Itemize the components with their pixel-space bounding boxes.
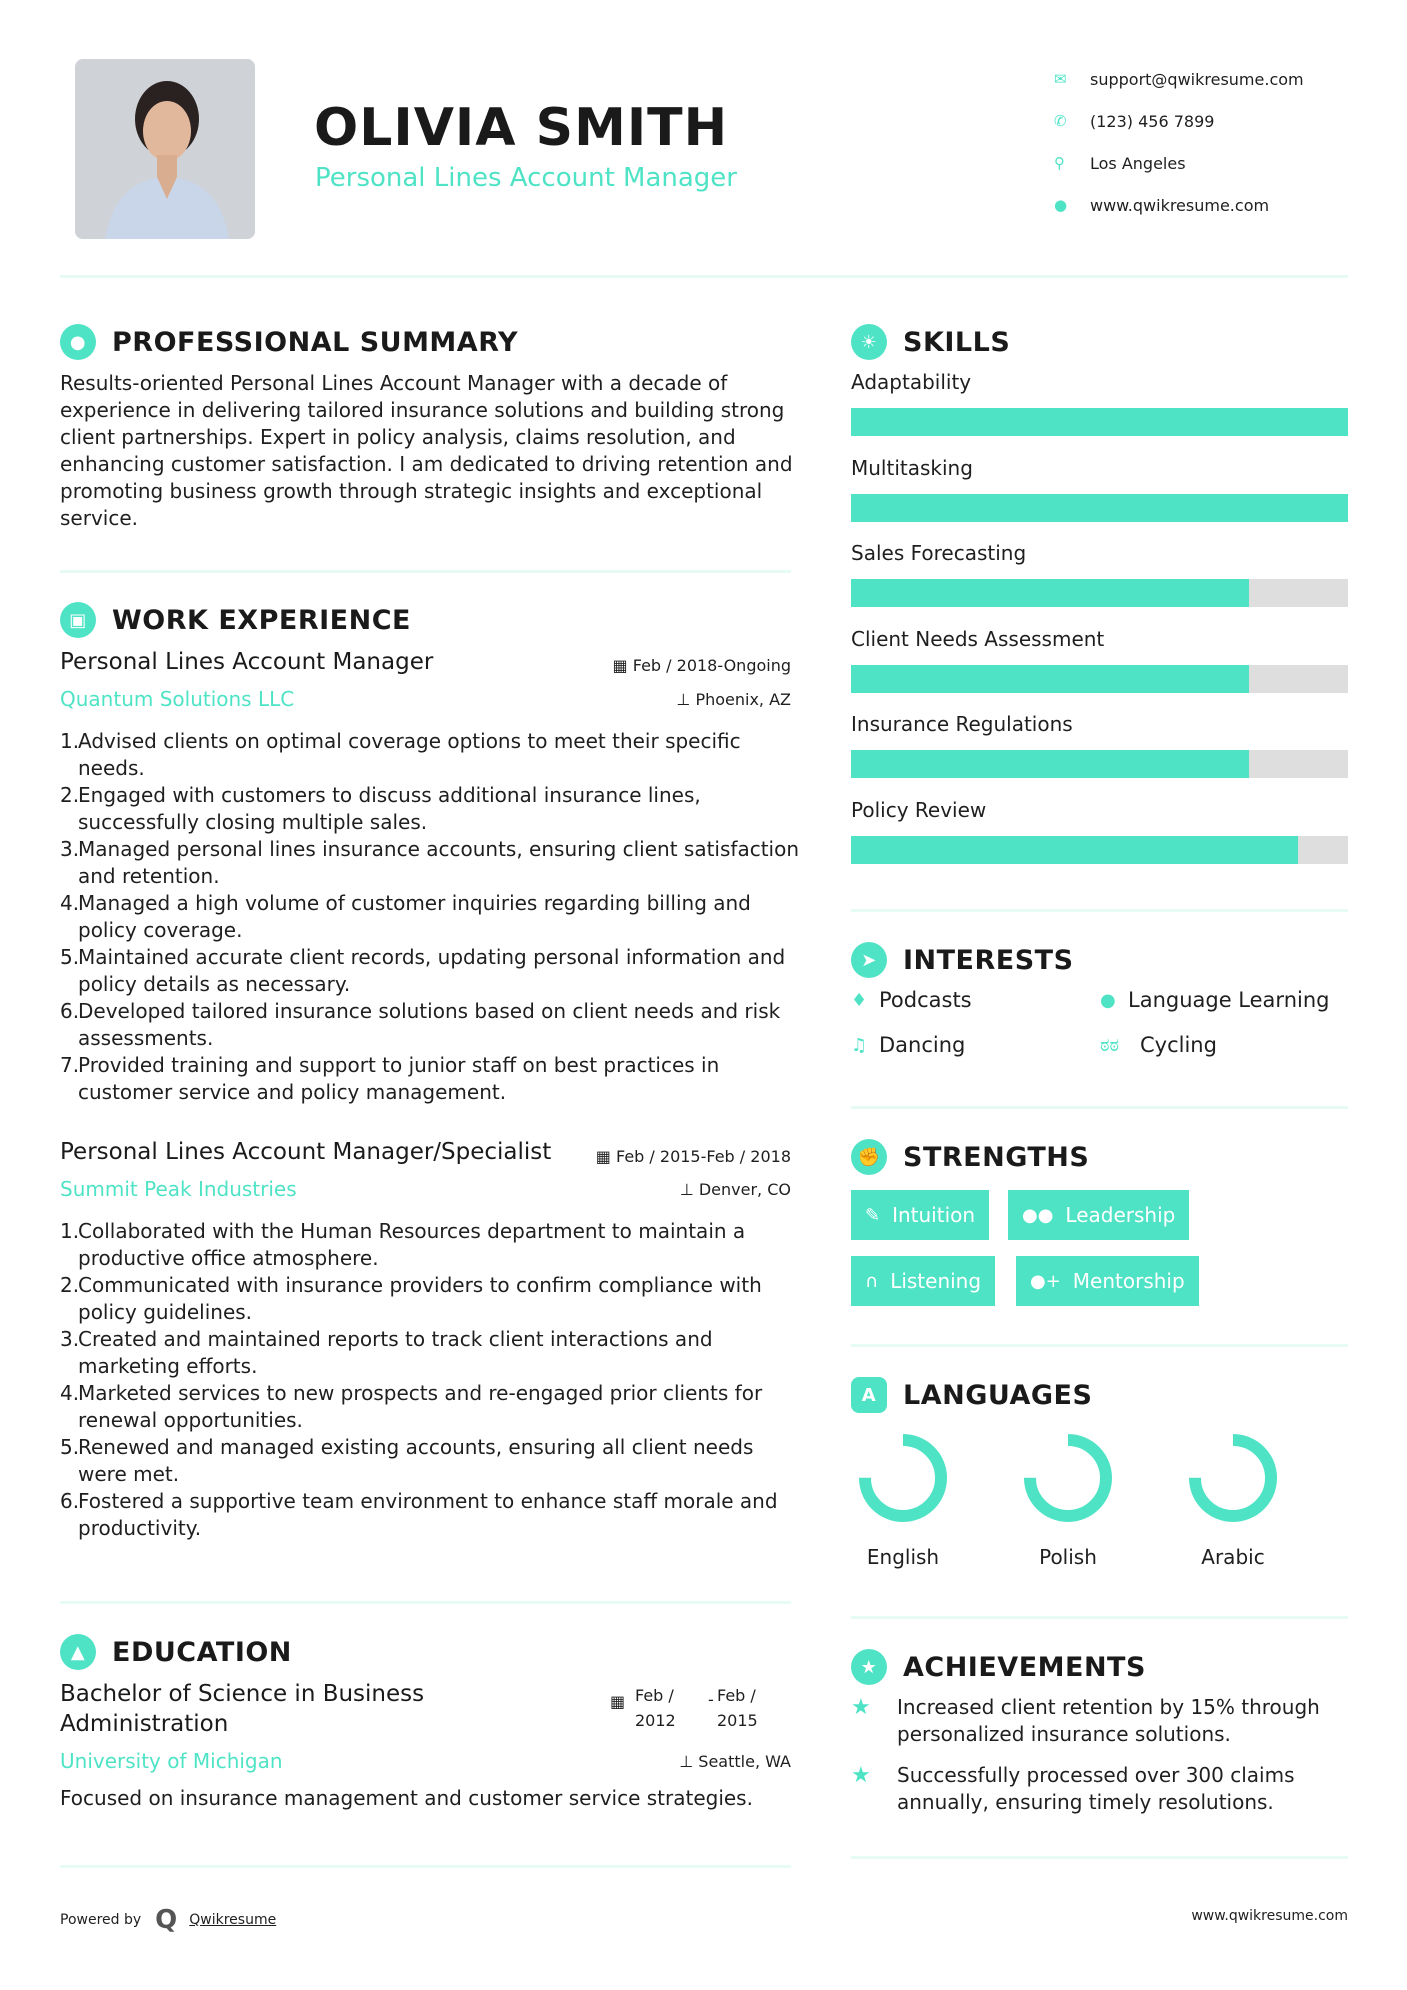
education-date-dash: -: [708, 1690, 714, 1709]
lightbulb-icon: ☀: [851, 324, 887, 360]
language-ring-arc: [1195, 1440, 1271, 1516]
profile-photo: [75, 59, 255, 239]
language-ring: [1018, 1428, 1118, 1528]
education-location-text: Seattle, WA: [698, 1752, 791, 1771]
language-item: [843, 1428, 963, 1569]
languages-heading-text: LANGUAGES: [903, 1379, 1093, 1411]
list-item: 3. Created and maintained reports to track client interactions and marketing efforts.: [60, 1327, 713, 1378]
experience-divider: [60, 1601, 791, 1604]
job-2-location-text: Denver, CO: [698, 1180, 791, 1199]
globe-icon: ●: [1100, 989, 1116, 1011]
job-1-company: Quantum Solutions LLC: [60, 687, 295, 711]
achievement-line-2: personalized insurance solutions.: [897, 1722, 1231, 1746]
education-description: Focused on insurance management and customer service strategies.: [60, 1786, 753, 1810]
strengths-heading: [851, 1139, 1089, 1175]
briefcase-icon: ▣: [60, 602, 96, 638]
skill-bar: [851, 494, 1348, 522]
star-icon: ★: [851, 1649, 887, 1685]
skill-bar-fill: [851, 750, 1249, 778]
interest-podcasts: [851, 988, 972, 1012]
candidate-title: Personal Lines Account Manager: [315, 163, 737, 193]
education-end-month: Feb /: [717, 1686, 756, 1705]
skill-bar: [851, 750, 1348, 778]
calendar-icon: ▦: [595, 1147, 616, 1166]
education-heading-text: EDUCATION: [112, 1636, 292, 1668]
education-location: [560, 1752, 791, 1771]
language-item: [1008, 1428, 1128, 1569]
language-ring: [853, 1428, 953, 1528]
calendar-icon: ▦: [612, 656, 633, 675]
job-2-dates-text: Feb / 2015-Feb / 2018: [616, 1147, 791, 1166]
skill-bar-fill: [851, 665, 1249, 693]
job-1-title: Personal Lines Account Manager: [60, 649, 434, 675]
list-item: 5. Renewed and managed existing accounts, ensuring all client needs were met.: [60, 1435, 754, 1486]
phone-icon: ✆: [1054, 112, 1067, 130]
contact-website[interactable]: [1054, 184, 1354, 226]
achievements-heading-text: ACHIEVEMENTS: [903, 1651, 1146, 1683]
list-item: 7. Provided training and support to junior staff on best practices in customer service and policy management.: [60, 1053, 720, 1104]
achievement-line-1: Successfully processed over 300 claims: [897, 1763, 1295, 1787]
list-item: 6. Developed tailored insurance solutions based on client needs and risk assessments.: [60, 999, 781, 1050]
mail-icon: ✉: [1054, 70, 1067, 88]
contact-email-text: support@qwikresume.com: [1090, 69, 1304, 89]
achievement-item: [851, 1694, 1348, 1748]
language-icon: A: [851, 1377, 887, 1413]
skill-label: Sales Forecasting: [851, 541, 1027, 565]
star-icon: ★: [851, 1695, 871, 1720]
experience-heading: [60, 602, 411, 638]
languages-heading: [851, 1377, 1092, 1413]
interest-label: Cycling: [1140, 1033, 1217, 1057]
education-start-month: Feb /: [635, 1686, 674, 1705]
language-ring-arc: [865, 1440, 941, 1516]
strength-intuition: [851, 1190, 989, 1240]
strength-label: Intuition: [892, 1203, 976, 1227]
summary-heading: [60, 324, 518, 360]
skills-divider: [851, 909, 1348, 912]
education-end-date: [717, 1683, 758, 1733]
contact-location-text: Los Angeles: [1090, 153, 1186, 173]
bicycle-icon: ಠಠ: [1100, 1034, 1120, 1056]
header-divider: [60, 275, 1348, 278]
job-2-location: [560, 1180, 791, 1199]
education-divider: [60, 1865, 791, 1868]
skill-bar-fill: [851, 579, 1249, 607]
job-1-location-text: Phoenix, AZ: [695, 690, 791, 709]
candidate-name: OLIVIA SMITH: [314, 98, 729, 158]
language-item: [1173, 1428, 1293, 1569]
strength-label: Mentorship: [1072, 1269, 1185, 1293]
job-2-title: Personal Lines Account Manager/Specialist: [60, 1139, 552, 1165]
contact-email[interactable]: [1054, 58, 1354, 100]
achievements-heading: [851, 1649, 1146, 1685]
contact-website-text: www.qwikresume.com: [1090, 195, 1270, 215]
interests-divider: [851, 1106, 1348, 1109]
summary-text: Results-oriented Personal Lines Account Manager with a decade of experience in delivering tailored insurance solutions and building strong client partnerships. Expert in policy analysis, claims resolution, and enhancing customer satisfaction. I am dedicated to driving retention and promoting business growth through strategic insights and exceptional service.: [60, 371, 793, 530]
strengths-heading-text: STRENGTHS: [903, 1141, 1090, 1173]
job-2-company: Summit Peak Industries: [60, 1177, 297, 1201]
achievement-item: [851, 1762, 1348, 1816]
list-item: 6. Fostered a supportive team environment to enhance staff morale and productivity.: [60, 1489, 778, 1540]
magic-wand-icon: ✎: [865, 1204, 881, 1226]
summary-heading-text: PROFESSIONAL SUMMARY: [112, 326, 519, 358]
language-ring: [1183, 1428, 1283, 1528]
skill-label: Client Needs Assessment: [851, 627, 1105, 651]
education-end-year: 2015: [717, 1711, 758, 1730]
strengths-divider: [851, 1344, 1348, 1347]
interest-language-learning: [1100, 988, 1329, 1012]
location-pin-icon: ⚲: [1054, 154, 1065, 172]
footer-url[interactable]: www.qwikresume.com: [1191, 1908, 1348, 1924]
pushpin-icon: ⊥: [679, 1752, 699, 1771]
language-label: Arabic: [1201, 1545, 1265, 1569]
education-heading: [60, 1634, 292, 1670]
degree-line-1: Bachelor of Science in Business: [60, 1681, 425, 1707]
strength-label: Leadership: [1065, 1203, 1176, 1227]
footer-brand-link[interactable]: Qwikresume: [189, 1912, 277, 1928]
skills-heading: [851, 324, 1010, 360]
degree-line-2: Administration: [60, 1711, 229, 1737]
music-note-icon: ♫: [851, 1034, 868, 1056]
skill-bar: [851, 408, 1348, 436]
school-name: University of Michigan: [60, 1749, 283, 1773]
job-1-location: [560, 690, 791, 709]
users-icon: ●●: [1022, 1204, 1054, 1226]
user-plus-icon: ●+: [1030, 1270, 1061, 1292]
language-ring-arc: [1030, 1440, 1106, 1516]
interests-heading-text: INTERESTS: [903, 944, 1074, 976]
skill-bar-fill: [851, 836, 1298, 864]
skill-label: Adaptability: [851, 370, 972, 394]
strength-label: Listening: [890, 1269, 982, 1293]
strength-leadership: [1008, 1190, 1189, 1240]
fist-icon: ✊: [851, 1139, 887, 1175]
user-icon: ●: [60, 324, 96, 360]
strength-listening: [851, 1256, 995, 1306]
paper-plane-icon: ➤: [851, 942, 887, 978]
list-item: 1. Collaborated with the Human Resources department to maintain a productive office atmosphere.: [60, 1219, 746, 1270]
interest-label: Dancing: [879, 1033, 966, 1057]
education-start-year: 2012: [635, 1711, 676, 1730]
list-item: 3. Managed personal lines insurance accounts, ensuring client satisfaction and retention.: [60, 837, 800, 888]
qwikresume-logo-icon: Q: [155, 1905, 178, 1935]
skill-label: Multitasking: [851, 456, 973, 480]
interest-label: Podcasts: [879, 988, 972, 1012]
star-icon: ★: [851, 1763, 871, 1788]
languages-divider: [851, 1616, 1348, 1619]
job-1-bullets: [60, 728, 800, 1106]
graduation-icon: ▲: [60, 1634, 96, 1670]
job-1-dates-text: Feb / 2018-Ongoing: [632, 656, 791, 675]
globe-icon: ●: [1054, 196, 1068, 214]
skill-bar: [851, 579, 1348, 607]
contact-phone[interactable]: [1054, 100, 1354, 142]
list-item: 1. Advised clients on optimal coverage options to meet their specific needs.: [60, 729, 741, 780]
person-photo-icon: [75, 59, 255, 239]
skill-bar-fill: [851, 408, 1348, 436]
headphones-icon: ∩: [865, 1270, 879, 1292]
list-item: 2. Engaged with customers to discuss additional insurance lines, successfully closing multiple sales.: [60, 783, 701, 834]
pushpin-icon: ⊥: [676, 690, 696, 709]
powered-by-text: Powered by: [60, 1912, 142, 1928]
achievement-line-2: annually, ensuring timely resolutions.: [897, 1790, 1274, 1814]
job-2-dates: [590, 1147, 791, 1166]
skill-bar-fill: [851, 494, 1348, 522]
contact-location: [1054, 142, 1354, 184]
interest-label: Language Learning: [1128, 988, 1330, 1012]
interests-heading: [851, 942, 1074, 978]
list-item: 4. Marketed services to new prospects and re-engaged prior clients for renewal opportunities.: [60, 1381, 763, 1432]
strength-mentorship: [1016, 1256, 1199, 1306]
language-label: Polish: [1039, 1545, 1097, 1569]
pushpin-icon: ⊥: [679, 1180, 699, 1199]
experience-heading-text: WORK EXPERIENCE: [112, 604, 411, 636]
interest-cycling: [1100, 1033, 1217, 1057]
skill-bar: [851, 665, 1348, 693]
microphone-icon: ♦: [851, 989, 868, 1011]
education-start-date: [635, 1683, 676, 1733]
list-item: 2. Communicated with insurance providers to confirm compliance with policy guidelines.: [60, 1273, 762, 1324]
footer-powered-by: [60, 1905, 276, 1935]
job-2-bullets: [60, 1218, 800, 1542]
language-label: English: [866, 1545, 940, 1569]
skill-label: Policy Review: [851, 798, 987, 822]
list-item: 4. Managed a high volume of customer inquiries regarding billing and policy coverage.: [60, 891, 751, 942]
contact-list: [1054, 58, 1354, 226]
skills-heading-text: SKILLS: [903, 326, 1011, 358]
interest-dancing: [851, 1033, 965, 1057]
achievement-line-1: Increased client retention by 15% through: [897, 1695, 1320, 1719]
skill-bar: [851, 836, 1348, 864]
calendar-icon: ▦: [610, 1692, 626, 1711]
skill-label: Insurance Regulations: [851, 712, 1073, 736]
list-item: 5. Maintained accurate client records, updating personal information and policy details as necessary.: [60, 945, 786, 996]
summary-divider: [60, 570, 791, 573]
contact-phone-text: (123) 456 7899: [1090, 111, 1215, 131]
achievements-divider: [851, 1856, 1348, 1859]
job-1-dates: [540, 656, 791, 675]
